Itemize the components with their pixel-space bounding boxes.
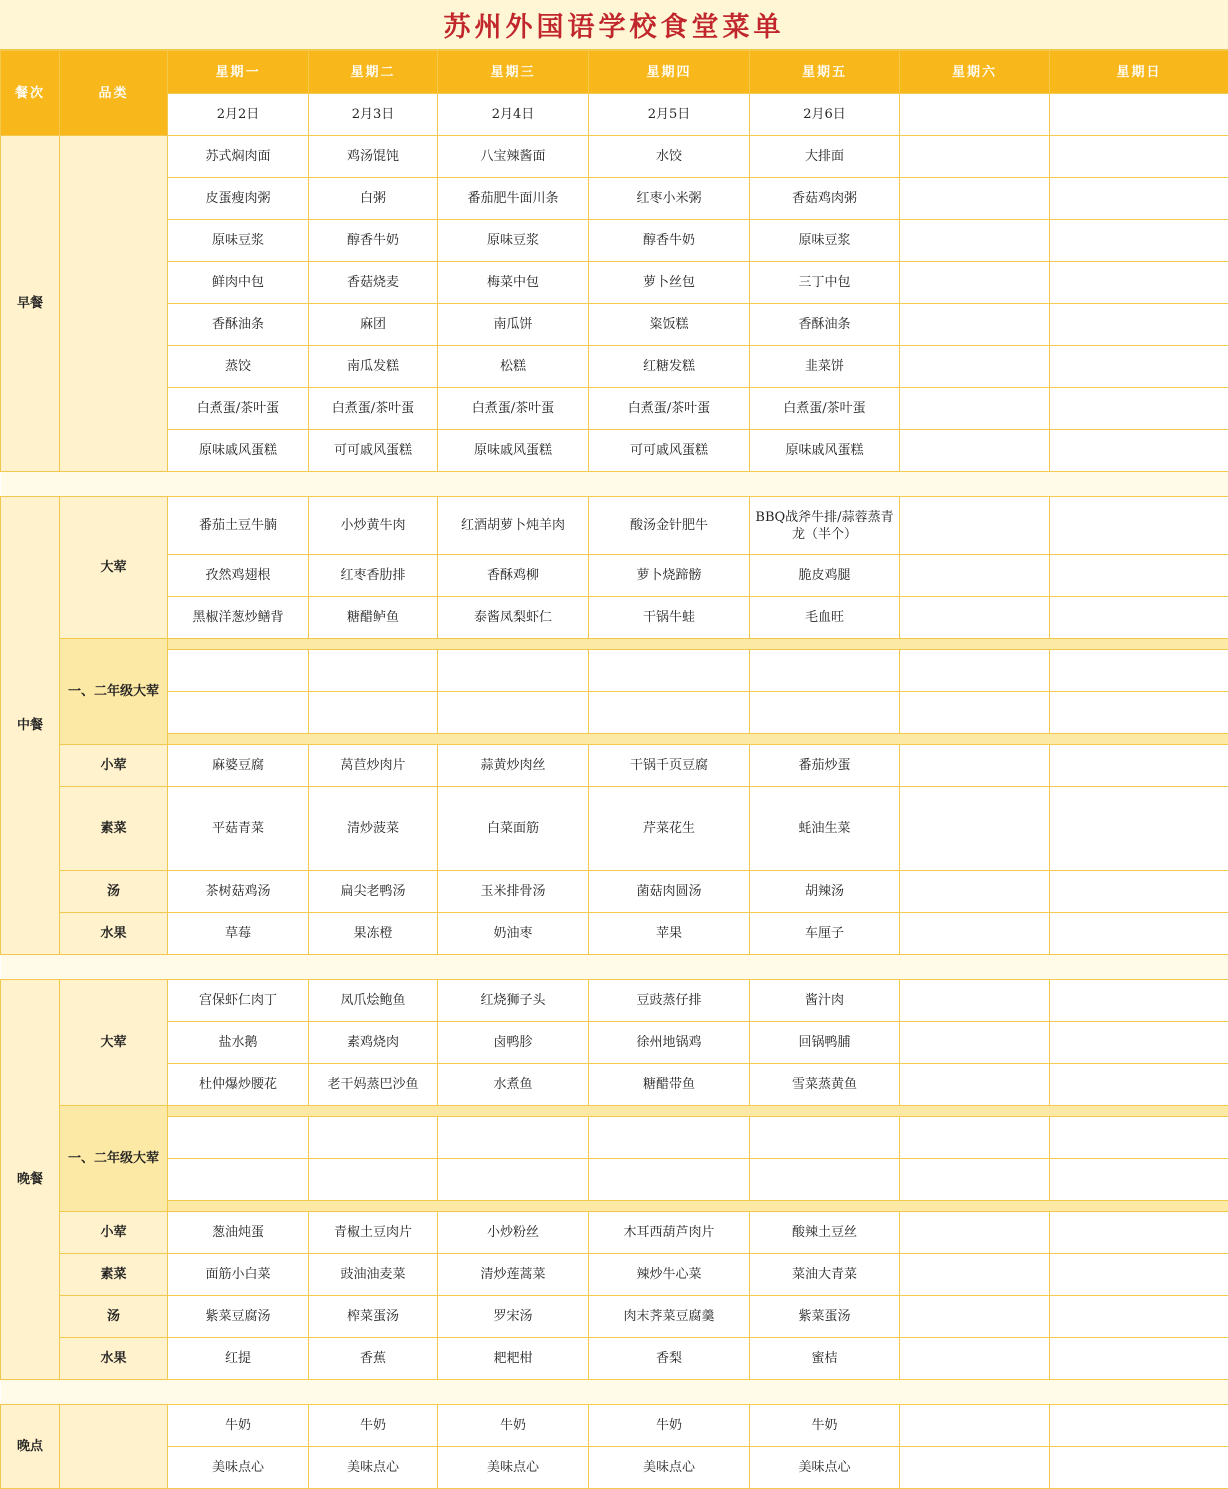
category-veg: 素菜	[60, 1254, 168, 1296]
night-snack-cell: 牛奶	[438, 1405, 589, 1447]
breakfast-cell: 原味戚风蛋糕	[438, 430, 589, 472]
empty-cell	[900, 388, 1050, 430]
empty-cell	[1050, 871, 1228, 913]
empty-cell	[750, 692, 900, 734]
empty-cell	[900, 1254, 1050, 1296]
empty-cell	[900, 555, 1050, 597]
breakfast-cell: 可可戚风蛋糕	[589, 430, 750, 472]
empty-cell	[1050, 1405, 1228, 1447]
dinner-small-cell: 小炒粉丝	[438, 1212, 589, 1254]
dinner-fruit-cell: 香梨	[589, 1338, 750, 1380]
dinner-soup-cell: 罗宋汤	[438, 1296, 589, 1338]
lunch-fruit-cell: 奶油枣	[438, 913, 589, 955]
breakfast-cell: 番茄肥牛面川条	[438, 178, 589, 220]
dinner-fruit-cell: 耙耙柑	[438, 1338, 589, 1380]
dinner-main-cell: 红烧狮子头	[438, 980, 589, 1022]
breakfast-cell: 萝卜丝包	[589, 262, 750, 304]
empty-cell	[438, 1159, 589, 1201]
empty-cell	[1050, 787, 1228, 871]
empty-cell	[900, 871, 1050, 913]
night-snack-cell: 美味点心	[168, 1447, 309, 1489]
grade-band	[168, 639, 1228, 650]
lunch-veg-cell: 芹菜花生	[589, 787, 750, 871]
empty-cell	[900, 1022, 1050, 1064]
breakfast-cell: 八宝辣酱面	[438, 136, 589, 178]
dinner-veg-cell: 菜油大青菜	[750, 1254, 900, 1296]
empty-cell	[589, 692, 750, 734]
lunch-fruit-cell: 苹果	[589, 913, 750, 955]
lunch-veg-cell: 平菇青菜	[168, 787, 309, 871]
breakfast-cell: 醇香牛奶	[309, 220, 438, 262]
breakfast-cell: 松糕	[438, 346, 589, 388]
empty-cell	[900, 1117, 1050, 1159]
breakfast-cell: 梅菜中包	[438, 262, 589, 304]
lunch-veg-cell: 清炒菠菜	[309, 787, 438, 871]
dinner-soup-cell: 紫菜蛋汤	[750, 1296, 900, 1338]
empty-cell	[1050, 745, 1228, 787]
dinner-main-cell: 杜仲爆炒腰花	[168, 1064, 309, 1106]
breakfast-cell: 可可戚风蛋糕	[309, 430, 438, 472]
header-day: 星期一	[168, 51, 309, 94]
empty-cell	[1050, 692, 1228, 734]
header-date	[1050, 94, 1228, 136]
dinner-main-cell: 酱汁肉	[750, 980, 900, 1022]
empty-cell	[438, 1117, 589, 1159]
breakfast-cell: 大排面	[750, 136, 900, 178]
empty-cell	[900, 787, 1050, 871]
breakfast-cell: 红糖发糕	[589, 346, 750, 388]
empty-cell	[900, 304, 1050, 346]
night-snack-cell: 美味点心	[589, 1447, 750, 1489]
empty-cell	[309, 1117, 438, 1159]
empty-cell	[589, 1117, 750, 1159]
lunch-soup-cell: 茶树菇鸡汤	[168, 871, 309, 913]
empty-cell	[1050, 1254, 1228, 1296]
meal-breakfast: 早餐	[1, 136, 60, 472]
dinner-small-cell: 葱油炖蛋	[168, 1212, 309, 1254]
empty-cell	[438, 692, 589, 734]
lunch-main-cell: 干锅牛蛙	[589, 597, 750, 639]
section-spacer	[1, 955, 1228, 980]
breakfast-cell: 原味戚风蛋糕	[750, 430, 900, 472]
lunch-soup-cell: 菌菇肉圆汤	[589, 871, 750, 913]
dinner-main-cell: 凤爪烩鲍鱼	[309, 980, 438, 1022]
empty-cell	[438, 650, 589, 692]
meal-night-snack: 晚点	[1, 1405, 60, 1489]
dinner-soup-cell: 榨菜蛋汤	[309, 1296, 438, 1338]
breakfast-cell: 白煮蛋/茶叶蛋	[168, 388, 309, 430]
header-date: 2月5日	[589, 94, 750, 136]
empty-cell	[1050, 1022, 1228, 1064]
lunch-veg-cell: 蚝油生菜	[750, 787, 900, 871]
empty-cell	[589, 650, 750, 692]
empty-cell	[1050, 178, 1228, 220]
menu-title: 苏州外国语学校食堂菜单	[0, 0, 1228, 50]
breakfast-cell: 白煮蛋/茶叶蛋	[589, 388, 750, 430]
dinner-main-cell: 素鸡烧肉	[309, 1022, 438, 1064]
category-fruit: 水果	[60, 913, 168, 955]
empty-cell	[1050, 1212, 1228, 1254]
empty-cell	[900, 430, 1050, 472]
empty-cell	[750, 650, 900, 692]
night-snack-cell: 牛奶	[750, 1405, 900, 1447]
category-soup: 汤	[60, 1296, 168, 1338]
dinner-small-cell: 酸辣土豆丝	[750, 1212, 900, 1254]
dinner-veg-cell: 面筋小白菜	[168, 1254, 309, 1296]
header-day: 星期四	[589, 51, 750, 94]
lunch-main-cell: 脆皮鸡腿	[750, 555, 900, 597]
lunch-main-cell: 萝卜烧蹄髈	[589, 555, 750, 597]
category-small: 小荤	[60, 745, 168, 787]
grade-band	[168, 734, 1228, 745]
empty-cell	[309, 650, 438, 692]
breakfast-cell: 原味豆浆	[750, 220, 900, 262]
category-blank	[60, 1405, 168, 1489]
empty-cell	[900, 1405, 1050, 1447]
night-snack-cell: 牛奶	[309, 1405, 438, 1447]
empty-cell	[900, 220, 1050, 262]
section-spacer	[1, 1380, 1228, 1405]
lunch-soup-cell: 扁尖老鸭汤	[309, 871, 438, 913]
menu-table	[0, 50, 1228, 1489]
lunch-small-cell: 麻婆豆腐	[168, 745, 309, 787]
breakfast-cell: 香酥油条	[750, 304, 900, 346]
lunch-veg-cell: 白菜面筋	[438, 787, 589, 871]
empty-cell	[1050, 1338, 1228, 1380]
empty-cell	[1050, 304, 1228, 346]
header-date: 2月6日	[750, 94, 900, 136]
empty-cell	[900, 692, 1050, 734]
dinner-veg-cell: 辣炒牛心菜	[589, 1254, 750, 1296]
empty-cell	[900, 1159, 1050, 1201]
lunch-main-cell: 黑椒洋葱炒鳝背	[168, 597, 309, 639]
empty-cell	[900, 913, 1050, 955]
empty-cell	[168, 692, 309, 734]
breakfast-cell: 水饺	[589, 136, 750, 178]
empty-cell	[900, 178, 1050, 220]
dinner-fruit-cell: 蜜桔	[750, 1338, 900, 1380]
lunch-small-cell: 干锅千页豆腐	[589, 745, 750, 787]
empty-cell	[900, 1338, 1050, 1380]
empty-cell	[750, 1159, 900, 1201]
breakfast-cell: 白煮蛋/茶叶蛋	[438, 388, 589, 430]
lunch-main-cell: 红酒胡萝卜炖羊肉	[438, 497, 589, 555]
dinner-main-cell: 豆豉蒸仔排	[589, 980, 750, 1022]
category-veg: 素菜	[60, 787, 168, 871]
empty-cell	[1050, 430, 1228, 472]
empty-cell	[900, 597, 1050, 639]
dinner-fruit-cell: 香蕉	[309, 1338, 438, 1380]
empty-cell	[1050, 346, 1228, 388]
dinner-main-cell: 老干妈蒸巴沙鱼	[309, 1064, 438, 1106]
empty-cell	[1050, 1296, 1228, 1338]
header-day: 星期日	[1050, 51, 1228, 94]
empty-cell	[1050, 650, 1228, 692]
empty-cell	[900, 745, 1050, 787]
lunch-main-cell: 泰酱凤梨虾仁	[438, 597, 589, 639]
empty-cell	[168, 1159, 309, 1201]
breakfast-cell: 醇香牛奶	[589, 220, 750, 262]
category-main-meat: 大荤	[60, 497, 168, 639]
breakfast-cell: 红枣小米粥	[589, 178, 750, 220]
night-snack-cell: 美味点心	[750, 1447, 900, 1489]
dinner-veg-cell: 清炒莲蒿菜	[438, 1254, 589, 1296]
category-main-meat: 大荤	[60, 980, 168, 1106]
breakfast-cell: 原味豆浆	[168, 220, 309, 262]
lunch-soup-cell: 玉米排骨汤	[438, 871, 589, 913]
empty-cell	[900, 136, 1050, 178]
dinner-main-cell: 糖醋带鱼	[589, 1064, 750, 1106]
grade-band	[168, 1201, 1228, 1212]
dinner-small-cell: 青椒土豆肉片	[309, 1212, 438, 1254]
lunch-soup-cell: 胡辣汤	[750, 871, 900, 913]
lunch-main-cell: 小炒黄牛肉	[309, 497, 438, 555]
lunch-main-cell: BBQ战斧牛排/蒜蓉蒸青龙（半个）	[750, 497, 900, 555]
breakfast-cell: 香菇烧麦	[309, 262, 438, 304]
lunch-main-cell: 香酥鸡柳	[438, 555, 589, 597]
lunch-fruit-cell: 车厘子	[750, 913, 900, 955]
empty-cell	[900, 1064, 1050, 1106]
empty-cell	[1050, 555, 1228, 597]
empty-cell	[900, 497, 1050, 555]
header-day: 星期六	[900, 51, 1050, 94]
empty-cell	[900, 1212, 1050, 1254]
lunch-main-cell: 红枣香肋排	[309, 555, 438, 597]
header-date	[900, 94, 1050, 136]
empty-cell	[168, 1117, 309, 1159]
dinner-soup-cell: 紫菜豆腐汤	[168, 1296, 309, 1338]
dinner-main-cell: 宫保虾仁肉丁	[168, 980, 309, 1022]
lunch-small-cell: 莴苣炒肉片	[309, 745, 438, 787]
breakfast-cell: 白煮蛋/茶叶蛋	[750, 388, 900, 430]
breakfast-cell: 鲜肉中包	[168, 262, 309, 304]
breakfast-cell: 白粥	[309, 178, 438, 220]
empty-cell	[900, 650, 1050, 692]
breakfast-cell: 蒸饺	[168, 346, 309, 388]
lunch-main-cell: 毛血旺	[750, 597, 900, 639]
category-fruit: 水果	[60, 1338, 168, 1380]
breakfast-cell: 原味豆浆	[438, 220, 589, 262]
header-date: 2月3日	[309, 94, 438, 136]
empty-cell	[168, 650, 309, 692]
breakfast-cell: 三丁中包	[750, 262, 900, 304]
empty-cell	[1050, 1064, 1228, 1106]
header-date: 2月2日	[168, 94, 309, 136]
breakfast-cell: 苏式焖肉面	[168, 136, 309, 178]
empty-cell	[900, 1296, 1050, 1338]
lunch-small-cell: 蒜黄炒肉丝	[438, 745, 589, 787]
empty-cell	[1050, 913, 1228, 955]
empty-cell	[1050, 136, 1228, 178]
empty-cell	[900, 346, 1050, 388]
empty-cell	[750, 1117, 900, 1159]
dinner-main-cell: 徐州地锅鸡	[589, 1022, 750, 1064]
grade-band	[168, 1106, 1228, 1117]
header-meal: 餐次	[1, 51, 60, 136]
night-snack-cell: 牛奶	[589, 1405, 750, 1447]
empty-cell	[900, 980, 1050, 1022]
empty-cell	[1050, 1159, 1228, 1201]
header-day: 星期五	[750, 51, 900, 94]
category-soup: 汤	[60, 871, 168, 913]
night-snack-cell: 牛奶	[168, 1405, 309, 1447]
dinner-veg-cell: 豉油油麦菜	[309, 1254, 438, 1296]
breakfast-cell: 香菇鸡肉粥	[750, 178, 900, 220]
meal-lunch: 中餐	[1, 497, 60, 955]
empty-cell	[1050, 597, 1228, 639]
category-small: 小荤	[60, 1212, 168, 1254]
breakfast-cell: 原味戚风蛋糕	[168, 430, 309, 472]
breakfast-cell: 香酥油条	[168, 304, 309, 346]
empty-cell	[900, 1447, 1050, 1489]
empty-cell	[1050, 1117, 1228, 1159]
dinner-small-cell: 木耳西葫芦肉片	[589, 1212, 750, 1254]
breakfast-cell: 韭菜饼	[750, 346, 900, 388]
dinner-main-cell: 水煮鱼	[438, 1064, 589, 1106]
lunch-fruit-cell: 果冻橙	[309, 913, 438, 955]
dinner-main-cell: 盐水鹅	[168, 1022, 309, 1064]
lunch-main-cell: 酸汤金针肥牛	[589, 497, 750, 555]
empty-cell	[309, 692, 438, 734]
empty-cell	[1050, 262, 1228, 304]
category-blank	[60, 136, 168, 472]
dinner-soup-cell: 肉末荠菜豆腐羹	[589, 1296, 750, 1338]
breakfast-cell: 皮蛋瘦肉粥	[168, 178, 309, 220]
lunch-main-cell: 糖醋鲈鱼	[309, 597, 438, 639]
empty-cell	[1050, 980, 1228, 1022]
empty-cell	[1050, 220, 1228, 262]
breakfast-cell: 鸡汤馄饨	[309, 136, 438, 178]
empty-cell	[1050, 1447, 1228, 1489]
empty-cell	[309, 1159, 438, 1201]
dinner-main-cell: 雪菜蒸黄鱼	[750, 1064, 900, 1106]
lunch-fruit-cell: 草莓	[168, 913, 309, 955]
breakfast-cell: 麻团	[309, 304, 438, 346]
header-date: 2月4日	[438, 94, 589, 136]
category-grade-main: 一、二年级大荤	[60, 1106, 168, 1212]
header-category: 品类	[60, 51, 168, 136]
header-day: 星期二	[309, 51, 438, 94]
night-snack-cell: 美味点心	[309, 1447, 438, 1489]
empty-cell	[1050, 497, 1228, 555]
dinner-main-cell: 回锅鸭脯	[750, 1022, 900, 1064]
dinner-fruit-cell: 红提	[168, 1338, 309, 1380]
breakfast-cell: 南瓜饼	[438, 304, 589, 346]
lunch-main-cell: 番茄土豆牛腩	[168, 497, 309, 555]
empty-cell	[900, 262, 1050, 304]
empty-cell	[589, 1159, 750, 1201]
breakfast-cell: 白煮蛋/茶叶蛋	[309, 388, 438, 430]
lunch-small-cell: 番茄炒蛋	[750, 745, 900, 787]
night-snack-cell: 美味点心	[438, 1447, 589, 1489]
lunch-main-cell: 孜然鸡翅根	[168, 555, 309, 597]
header-day: 星期三	[438, 51, 589, 94]
category-grade-main: 一、二年级大荤	[60, 639, 168, 745]
dinner-main-cell: 卤鸭胗	[438, 1022, 589, 1064]
meal-dinner: 晚餐	[1, 980, 60, 1380]
breakfast-cell: 粢饭糕	[589, 304, 750, 346]
empty-cell	[1050, 388, 1228, 430]
breakfast-cell: 南瓜发糕	[309, 346, 438, 388]
section-spacer	[1, 472, 1228, 497]
